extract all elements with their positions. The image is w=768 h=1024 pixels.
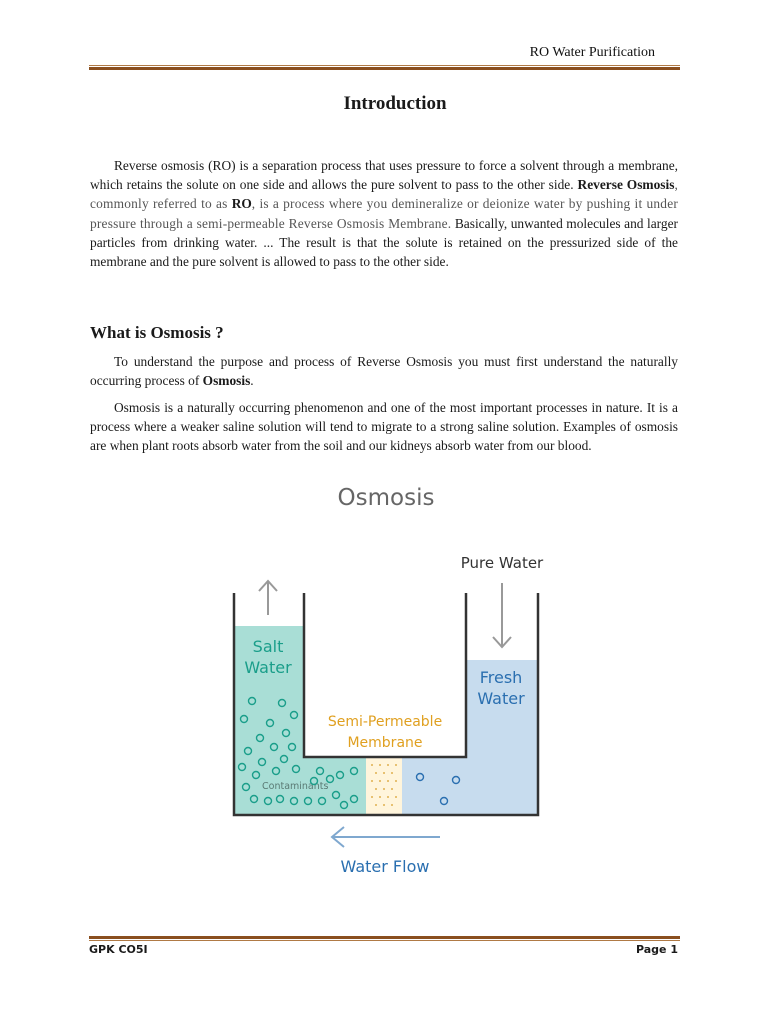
salt-water-label-1: Salt	[252, 637, 284, 656]
fresh-water-bottom-fill	[402, 758, 466, 814]
section-heading-osmosis: What is Osmosis ?	[90, 323, 224, 342]
membrane-label-1: Semi-Permeable	[327, 714, 443, 730]
salt-water-label-2: Water	[244, 658, 292, 677]
footer-rule-thin	[89, 940, 680, 941]
water-flow-label: Water Flow	[340, 857, 430, 876]
down-arrow-icon	[493, 583, 511, 647]
osmosis-paragraph-1: To understand the purpose and process of Reverse Osmosis you must first understand the naturally occurring process of Osmosis.	[90, 354, 678, 389]
footer-page-number: Page 1	[635, 943, 678, 956]
water-flow-arrow-icon	[332, 827, 440, 847]
osmosis-paragraph-2: Osmosis is a naturally occurring phenomenon and one of the most important processes in nature. It is a process where a weaker saline solution will tend to migrate to a strong saline solution. Examples of osmosis are when plant roots absorb water from the soil and our kidneys absorb water from our blood.	[90, 400, 678, 454]
header-rule	[89, 67, 680, 70]
contaminants-label: Contaminants	[262, 781, 329, 792]
footer-rule	[89, 936, 680, 939]
fresh-water-label-2: Water	[477, 689, 525, 708]
intro-paragraph: Reverse osmosis (RO) is a separation process that uses pressure to force a solvent through a membrane, which retains the solute on one side and allows the pure solvent to pass to the other side. Reverse Osmosis, commonly referred to as RO, is a process where you demineralize or deionize water by pushing it under pressure through a semi-permeable Reverse Osmosis Membrane. Basically, unwanted molecules and larger particles from drinking water. ... The result is that the solute is retained on the pressurized side of the membrane and the pure solvent is allowed to pass to the other side.	[90, 158, 678, 270]
fresh-water-label-1: Fresh	[479, 668, 523, 687]
up-arrow-icon	[259, 581, 277, 615]
membrane-label-2: Membrane	[347, 735, 423, 751]
header-rule-thin	[89, 65, 680, 66]
running-header: RO Water Purification	[529, 45, 655, 60]
page-title: Introduction	[343, 93, 447, 114]
diagram-title: Osmosis	[337, 485, 435, 511]
footer-course-code: GPK CO5I	[89, 943, 148, 956]
osmosis-diagram	[210, 475, 560, 890]
divider-outline	[304, 593, 466, 757]
pure-water-label: Pure Water	[460, 554, 544, 572]
